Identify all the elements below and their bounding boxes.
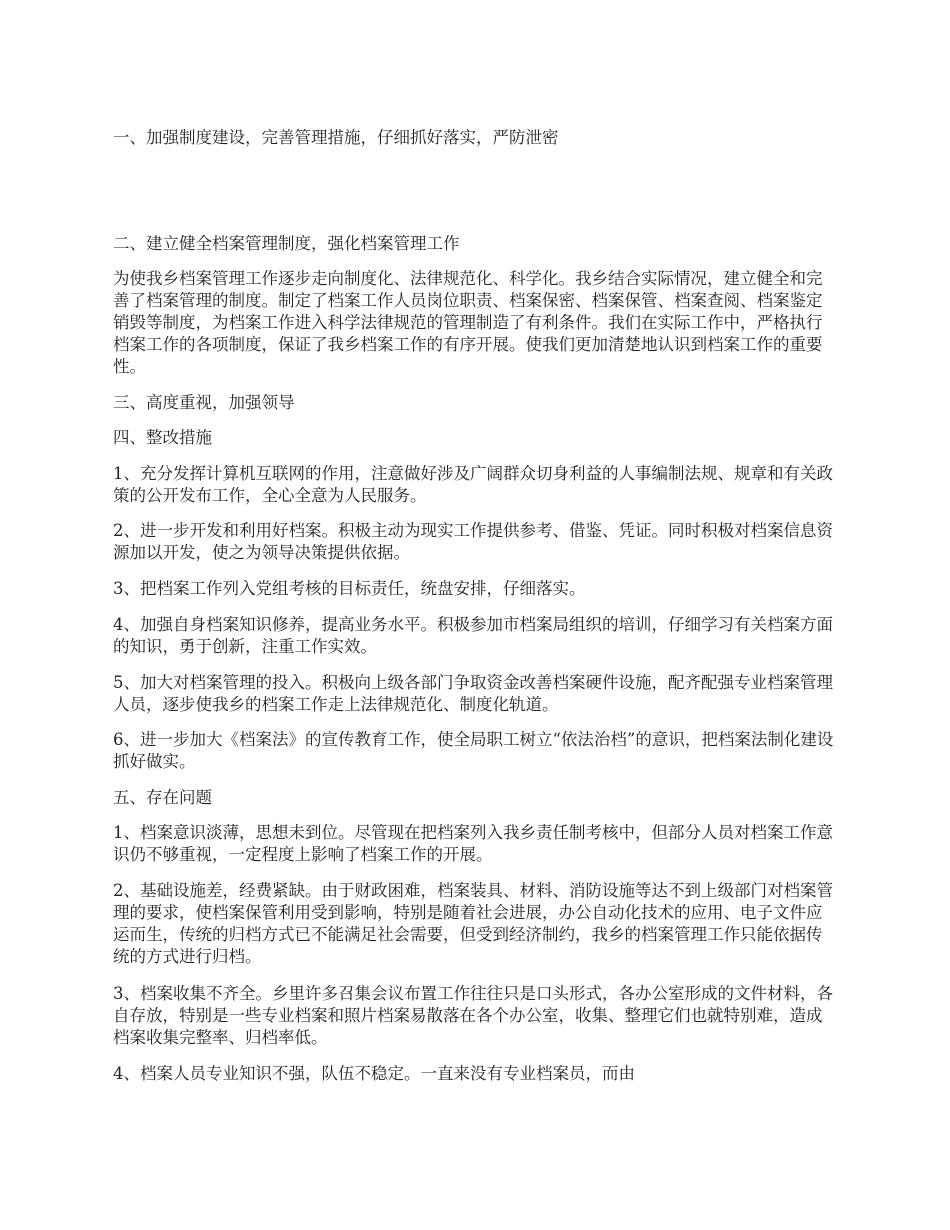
section-heading-5: 五、存在问题 [113, 788, 212, 807]
section-heading-4: 四、整改措施 [113, 428, 212, 447]
problem-item-2: 2、基础设施差，经费紧缺。由于财政困难，档案装具、材料、消防设施等达不到上级部门对档案管理的要求，使档案保管利用受到影响，特别是随着社会进展，办公自动化技术的应用、电子文件应运而生，传统的归档方式已不能满足社会需要，但受到经济制约，我乡的档案管理工作只能依据传统的方式进行归档。 [113, 881, 833, 966]
section-heading-2: 二、建立健全档案管理制度，强化档案管理工作 [113, 234, 460, 253]
measure-item-3: 3、把档案工作列入党组考核的目标责任，统盘安排，仔细落实。 [113, 579, 586, 598]
measure-item-1: 1、充分发挥计算机互联网的作用，注意做好涉及广阔群众切身利益的人事编制法规、规章和有关政策的公开发布工作，全心全意为人民服务。 [113, 464, 833, 505]
problem-item-4: 4、档案人员专业知识不强，队伍不稳定。一直来没有专业档案员，而由 [113, 1064, 635, 1083]
problem-item-3: 3、档案收集不齐全。乡里许多召集会议布置工作往往只是口头形式，各办公室形成的文件材料，各自存放，特别是一些专业档案和照片档案易散落在各个办公室，收集、整理它们也就特别难，造成档案收集完整率、归档率低。 [113, 984, 833, 1047]
measure-item-4: 4、加强自身档案知识修养，提高业务水平。积极参加市档案局组织的培训，仔细学习有关档案方面的知识，勇于创新，注重工作实效。 [113, 615, 833, 656]
measure-item-6: 6、进一步加大《档案法》的宣传教育工作，使全局职工树立“依法治档”的意识，把档案法制化建设抓好做实。 [113, 730, 834, 771]
problem-item-1: 1、档案意识淡薄，思想未到位。尽管现在把档案列入我乡责任制考核中，但部分人员对档案工作意识仍不够重视，一定程度上影响了档案工作的开展。 [113, 823, 833, 864]
section-heading-1: 一、加强制度建设，完善管理措施，仔细抓好落实，严防泄密 [113, 128, 559, 147]
paragraph-archive-system: 为使我乡档案管理工作逐步走向制度化、法律规范化、科学化。我乡结合实际情况，建立健全和完善了档案管理的制度。制定了档案工作人员岗位职责、档案保密、档案保管、档案查阅、档案鉴定销毁等制度，为档案工作进入科学法律规范的管理制造了有利条件。我们在实际工作中，严格执行档案工作的各项制度，保证了我乡档案工作的有序开展。使我们更加清楚地认识到档案工作的重要性。 [113, 269, 823, 376]
section-heading-3: 三、高度重视，加强领导 [113, 393, 295, 412]
measure-item-5: 5、加大对档案管理的投入。积极向上级各部门争取资金改善档案硬件设施，配齐配强专业档案管理人员，逐步使我乡的档案工作走上法律规范化、制度化轨道。 [113, 673, 833, 714]
measure-item-2: 2、进一步开发和利用好档案。积极主动为现实工作提供参考、借鉴、凭证。同时积极对档案信息资源加以开发，使之为领导决策提供依据。 [113, 521, 833, 562]
